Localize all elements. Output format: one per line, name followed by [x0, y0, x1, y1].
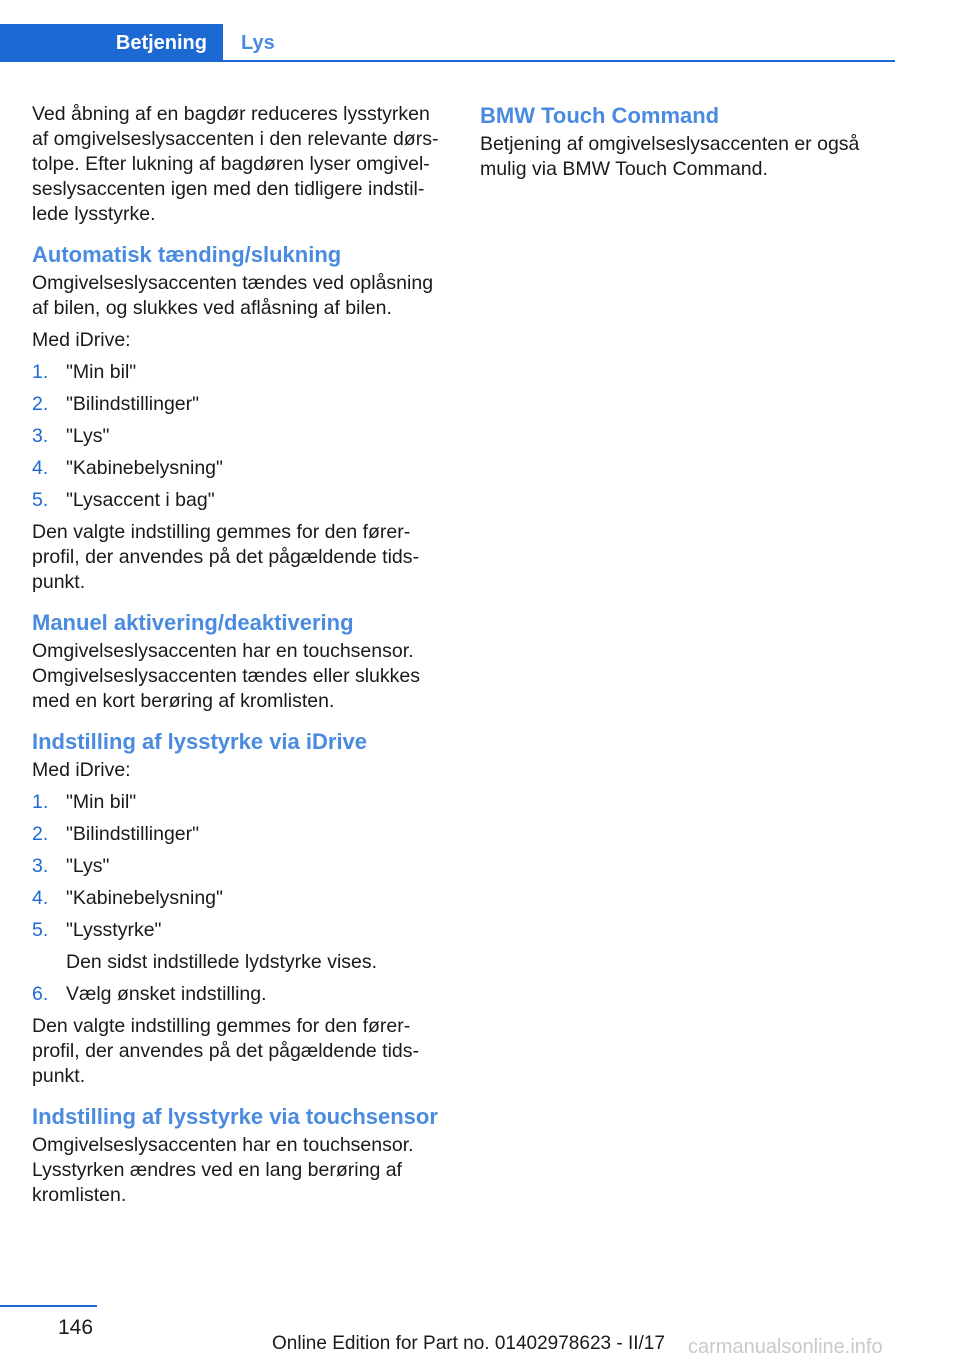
heading-lysstyrke-touch: Indstilling af lysstyrke via touchsensor: [32, 1104, 438, 1129]
list-item: [32, 392, 450, 417]
step-number: 2.: [32, 823, 49, 845]
step-number: 5.: [32, 489, 49, 511]
header-tabbar: [0, 24, 895, 62]
paragraph: Betjening af omgivelseslysaccenten er også mulig via BMW Touch Command.: [480, 133, 860, 180]
step-number: 2.: [32, 393, 49, 415]
list-item: [32, 918, 450, 975]
paragraph: Den valgte indstilling gemmes for den førerprofil, der anvendes på det pågældende tidspunkt.: [32, 1015, 420, 1087]
step-text: "Lys": [66, 425, 110, 447]
step-text: "Bilindstillinger": [66, 823, 200, 845]
list-item: [32, 982, 450, 1007]
list-item: [32, 790, 450, 815]
step-text: "Kabinebelysning": [66, 887, 223, 909]
watermark: carmanualsonline.info: [688, 1336, 883, 1358]
list-item: [32, 424, 450, 449]
step-number: 1.: [32, 791, 49, 813]
page-number: 146: [58, 1316, 94, 1339]
step-text: "Bilindstillinger": [66, 393, 200, 415]
step-number: 1.: [32, 361, 49, 383]
step-text: "Kabinebelysning": [66, 457, 223, 479]
heading-touch-command: BMW Touch Command: [480, 103, 720, 128]
list-item: [32, 886, 450, 911]
step-text: "Lysaccent i bag": [66, 489, 215, 511]
step-text: "Min bil": [66, 361, 137, 383]
step-subtext: Den sidst indstillede lydstyrke vises.: [66, 951, 378, 973]
list-item: [32, 360, 450, 385]
tab-betjening[interactable]: Betjening: [0, 24, 223, 62]
step-text: Vælg ønsket indstilling.: [66, 983, 267, 1005]
step-number: 4.: [32, 457, 49, 479]
step-text: "Lysstyrke": [66, 919, 162, 941]
list-item: [32, 488, 450, 513]
step-number: 3.: [32, 425, 49, 447]
steps-list-lysstyrke: [32, 790, 450, 1007]
paragraph: Den valgte indstilling gemmes for den førerprofil, der anvendes på det pågældende tidspunkt.: [32, 521, 420, 593]
list-item: [32, 456, 450, 481]
step-number: 4.: [32, 887, 49, 909]
paragraph: Med iDrive:: [32, 759, 131, 781]
edition-text: Online Edition for Part no. 01402978623 - II/17: [272, 1333, 665, 1354]
step-text: "Min bil": [66, 791, 137, 813]
step-number: 3.: [32, 855, 49, 877]
heading-lysstyrke-idrive: Indstilling af lysstyrke via iDrive: [32, 729, 368, 754]
step-text: "Lys": [66, 855, 110, 877]
right-column: [480, 102, 900, 189]
paragraph: Omgivelseslysaccenten har en touchsensor. Lysstyrken ændres ved en lang berøring af kromlisten.: [32, 1134, 414, 1206]
intro-paragraph: Ved åbning af en bagdør reduceres lysstyrken af omgivelseslysaccenten i den relevante dørstolpe. Efter lukning af bagdøren lyser omgivelseslysaccenten igen med den tidligere indstillede lysstyrke.: [32, 103, 439, 225]
steps-list-automatisk: [32, 360, 450, 513]
list-item: [32, 822, 450, 847]
step-number: 6.: [32, 983, 49, 1005]
tab-lys[interactable]: Lys: [241, 31, 275, 54]
left-column: [32, 102, 450, 1215]
header-divider: [0, 60, 895, 62]
heading-manuel: Manuel aktivering/deaktivering: [32, 610, 354, 635]
heading-automatisk: Automatisk tænding/slukning: [32, 242, 342, 267]
paragraph: Omgivelseslysaccenten har en touchsensor. Omgivelseslysaccenten tændes eller slukkes med en kort berøring af kromlisten.: [32, 640, 421, 712]
paragraph: Omgivelseslysaccenten tændes ved oplåsning af bilen, og slukkes ved aflåsning af bilen.: [32, 272, 434, 319]
footer-divider: [0, 1305, 97, 1307]
list-item: [32, 854, 450, 879]
paragraph: Med iDrive:: [32, 329, 131, 351]
step-number: 5.: [32, 919, 49, 941]
